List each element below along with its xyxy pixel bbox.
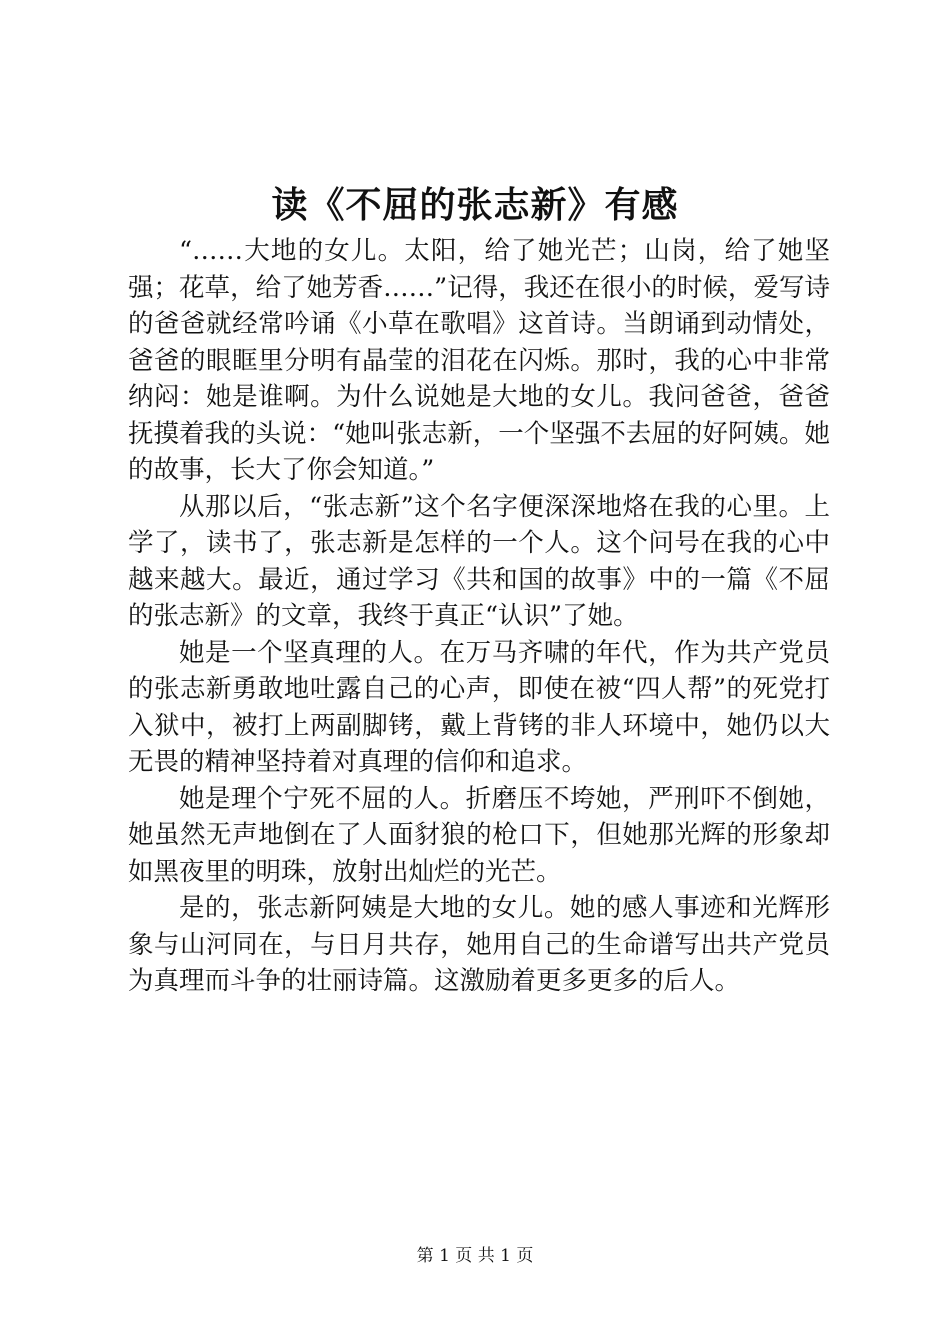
page-footer: 第 1 页 共 1 页	[416, 1246, 534, 1266]
paragraph-4: 她是理个宁死不屈的人。折磨压不垮她，严刑吓不倒她，她虽然无声地倒在了人面豺狼的枪口下，但她那光辉的形象却如黑夜里的明珠，放射出灿烂的光芒。	[128, 783, 830, 887]
paragraph-1: “……大地的女儿。太阳，给了她光芒；山岗，给了她坚强；花草，给了她芳香……”记得，我还在很小的时候，爱写诗的爸爸就经常吟诵《小草在歌唱》这首诗。当朗诵到动情处，爸爸的眼眶里分明有晶莹的泪花在闪烁。那时，我的心中非常纳闷：她是谁啊。为什么说她是大地的女儿。我问爸爸，爸爸抚摸着我的头说：“她叫张志新，一个坚强不去屈的好阿姨。她的故事，长大了你会知道。”	[128, 236, 830, 485]
document-body	[128, 233, 830, 1000]
paragraph-5: 是的，张志新阿姨是大地的女儿。她的感人事迹和光辉形象与山河同在，与日月共存，她用自己的生命谱写出共产党员为真理而斗争的壮丽诗篇。这激励着更多更多的后人。	[128, 893, 830, 996]
document-title: 读《不屈的张志新》有感	[271, 185, 679, 226]
paragraph-3: 她是一个坚真理的人。在万马齐啸的年代，作为共产党员的张志新勇敢地吐露自己的心声，即使在被“四人帮”的死党打入狱中，被打上两副脚铐，戴上背铐的非人环境中，她仍以大无畏的精神坚持着对真理的信仰和追求。	[128, 637, 830, 777]
paragraph-2: 从那以后，“张志新”这个名字便深深地烙在我的心里。上学了，读书了，张志新是怎样的一个人。这个问号在我的心中越来越大。最近，通过学习《共和国的故事》中的一篇《不屈的张志新》的文章，我终于真正“认识”了她。	[128, 491, 830, 631]
